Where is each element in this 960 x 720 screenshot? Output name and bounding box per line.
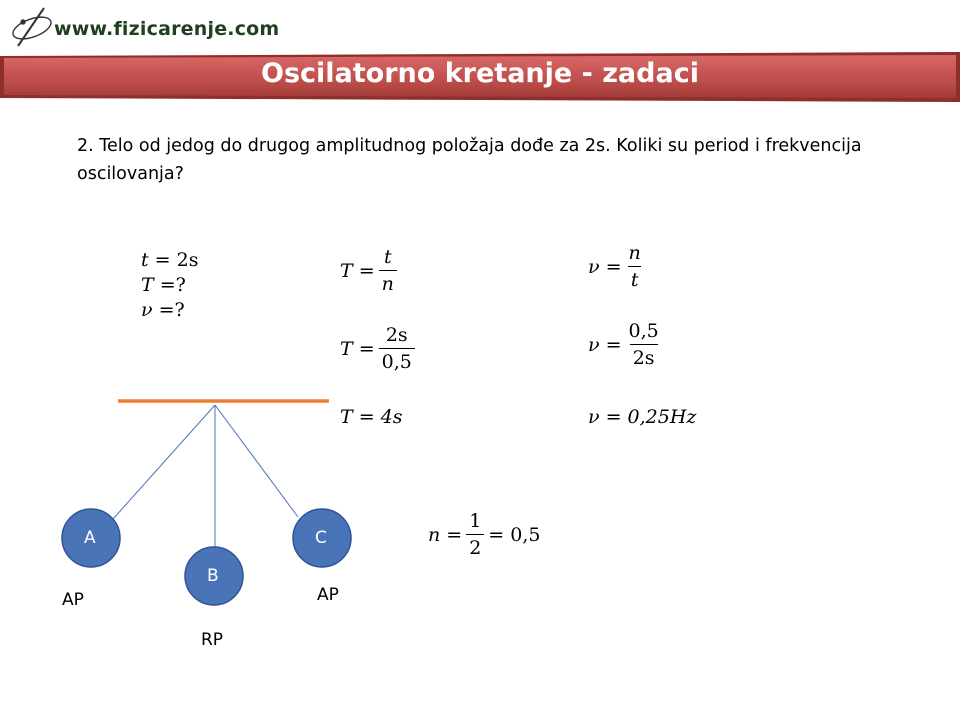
given-t: t = 2s [141, 249, 199, 271]
string-c [215, 405, 298, 517]
amplitude-position-right-label: AP [317, 585, 339, 605]
problem-text: 2. Telo od jedog do drugog amplitudnog položaja dođe za 2s. Koliki su period i frekvencija oscilovanja? [77, 136, 862, 184]
n-equation: n = $\frac{1}{2}$ = 0,5 [428, 510, 541, 559]
frequency-formula: ν = $\frac{n}{t}$ [588, 242, 641, 291]
period-formula: T = $\frac{t}{n}$ [340, 246, 401, 295]
frequency-substitution: ν = $\frac{0,5}{2s}$ [588, 320, 659, 369]
given-T: T =? [141, 274, 186, 296]
rest-position-label: RP [201, 630, 224, 650]
ball-c-label: C [315, 528, 327, 548]
period-result: T = 4s [340, 406, 403, 428]
string-a [113, 405, 215, 519]
amplitude-position-left-label: AP [62, 590, 84, 610]
given-nu: ν =? [141, 299, 185, 321]
ball-a-label: A [84, 528, 96, 548]
ball-b-label: B [207, 566, 219, 586]
period-substitution: T = $\frac{2s}{0,5}$ [340, 324, 419, 373]
logo-text: www.fizicarenje.com [54, 18, 280, 40]
frequency-result: ν = 0,25Hz [588, 406, 697, 428]
page-title: Oscilatorno kretanje - zadaci [261, 58, 699, 89]
